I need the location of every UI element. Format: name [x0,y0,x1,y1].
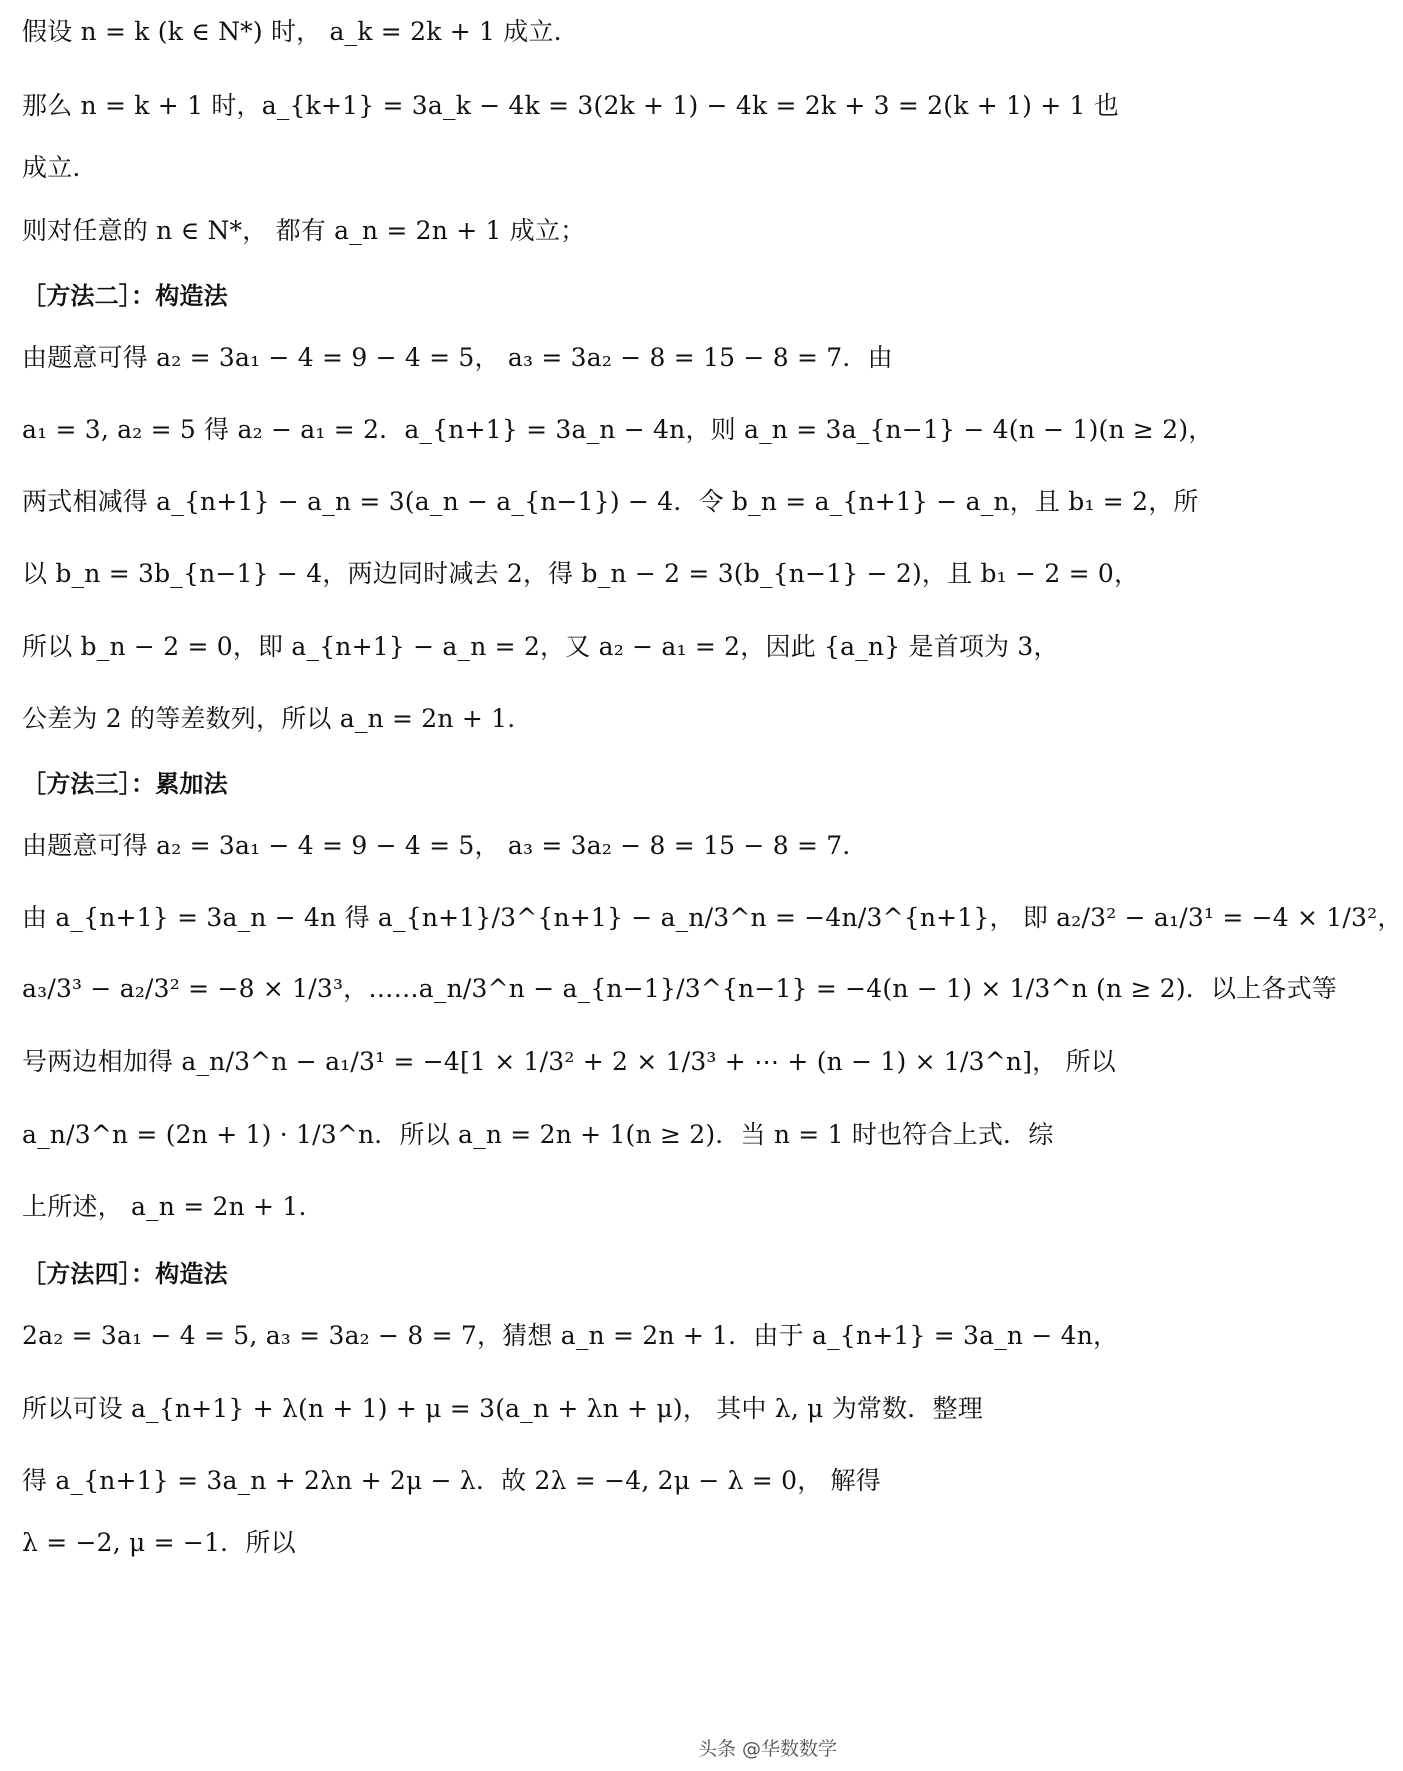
text-line-7: a₁ = 3, a₂ = 5 得 a₂ − a₁ = 2．a_{n+1} = 3a_n − 4n，则 a_n = 3a_{n−1} − 4(n − 1)(n ≥ 2)， [22,415,1214,444]
text-line-10: 所以 b_n − 2 = 0，即 a_{n+1} − a_n = 2，又 a₂ − a₁ = 2，因此 {a_n} 是首项为 3， [22,632,1059,661]
section-heading-method-2: ［方法二］：构造法 [22,282,228,310]
text-line-9: 以 b_n = 3b_{n−1} − 4，两边同时减去 2，得 b_n − 2 = 3(b_{n−1} − 2)，且 b₁ − 2 = 0， [22,559,1140,588]
text-line-18: 上所述， a_n = 2n + 1. [22,1192,307,1221]
section-heading-method-4: ［方法四］：构造法 [22,1260,228,1288]
text-line-22: 得 a_{n+1} = 3a_n + 2λn + 2μ − λ．故 2λ = −4, 2μ − λ = 0， 解得 [22,1466,881,1495]
text-line-1: 假设 n = k (k ∈ N*) 时， a_k = 2k + 1 成立. [22,17,562,46]
text-line-4: 则对任意的 n ∈ N*， 都有 a_n = 2n + 1 成立； [22,216,586,245]
text-line-3: 成立. [22,153,81,182]
text-line-11: 公差为 2 的等差数列，所以 a_n = 2n + 1. [22,704,516,733]
text-line-2: 那么 n = k + 1 时，a_{k+1} = 3a_k − 4k = 3(2k + 1) − 4k = 2k + 3 = 2(k + 1) + 1 也 [22,91,1119,120]
text-line-21: 所以可设 a_{n+1} + λ(n + 1) + μ = 3(a_n + λn + μ)， 其中 λ, μ 为常数．整理 [22,1394,983,1423]
text-line-6: 由题意可得 a₂ = 3a₁ − 4 = 9 − 4 = 5， a₃ = 3a₂ − 8 = 15 − 8 = 7．由 [22,343,893,372]
text-line-13: 由题意可得 a₂ = 3a₁ − 4 = 9 − 4 = 5， a₃ = 3a₂ − 8 = 15 − 8 = 7． [22,831,868,860]
text-line-17: a_n/3^n = (2n + 1) · 1/3^n．所以 a_n = 2n + 1(n ≥ 2)．当 n = 1 时也符合上式．综 [22,1120,1054,1149]
text-line-23: λ = −2, μ = −1．所以 [22,1528,296,1557]
text-line-20: 2a₂ = 3a₁ − 4 = 5, a₃ = 3a₂ − 8 = 7，猜想 a_n = 2n + 1．由于 a_{n+1} = 3a_n − 4n， [22,1321,1119,1350]
text-line-15: a₃/3³ − a₂/3² = −8 × 1/3³，……a_n/3^n − a_{n−1}/3^{n−1} = −4(n − 1) × 1/3^n (n ≥ 2)．以上各式等 [22,974,1337,1003]
text-line-14: 由 a_{n+1} = 3a_n − 4n 得 a_{n+1}/3^{n+1} − a_n/3^n = −4n/3^{n+1}， 即 a₂/3² − a₁/3¹ = −4 × 1/3²， [22,903,1403,932]
text-line-8: 两式相减得 a_{n+1} − a_n = 3(a_n − a_{n−1}) − 4．令 b_n = a_{n+1} − a_n，且 b₁ = 2，所 [22,487,1199,516]
section-heading-method-3: ［方法三］：累加法 [22,770,228,798]
watermark-label: 头条 @华数数学 [697,1738,837,1760]
text-line-16: 号两边相加得 a_n/3^n − a₁/3¹ = −4[1 × 1/3² + 2 × 1/3³ + ⋯ + (n − 1) × 1/3^n]， 所以 [22,1047,1116,1076]
